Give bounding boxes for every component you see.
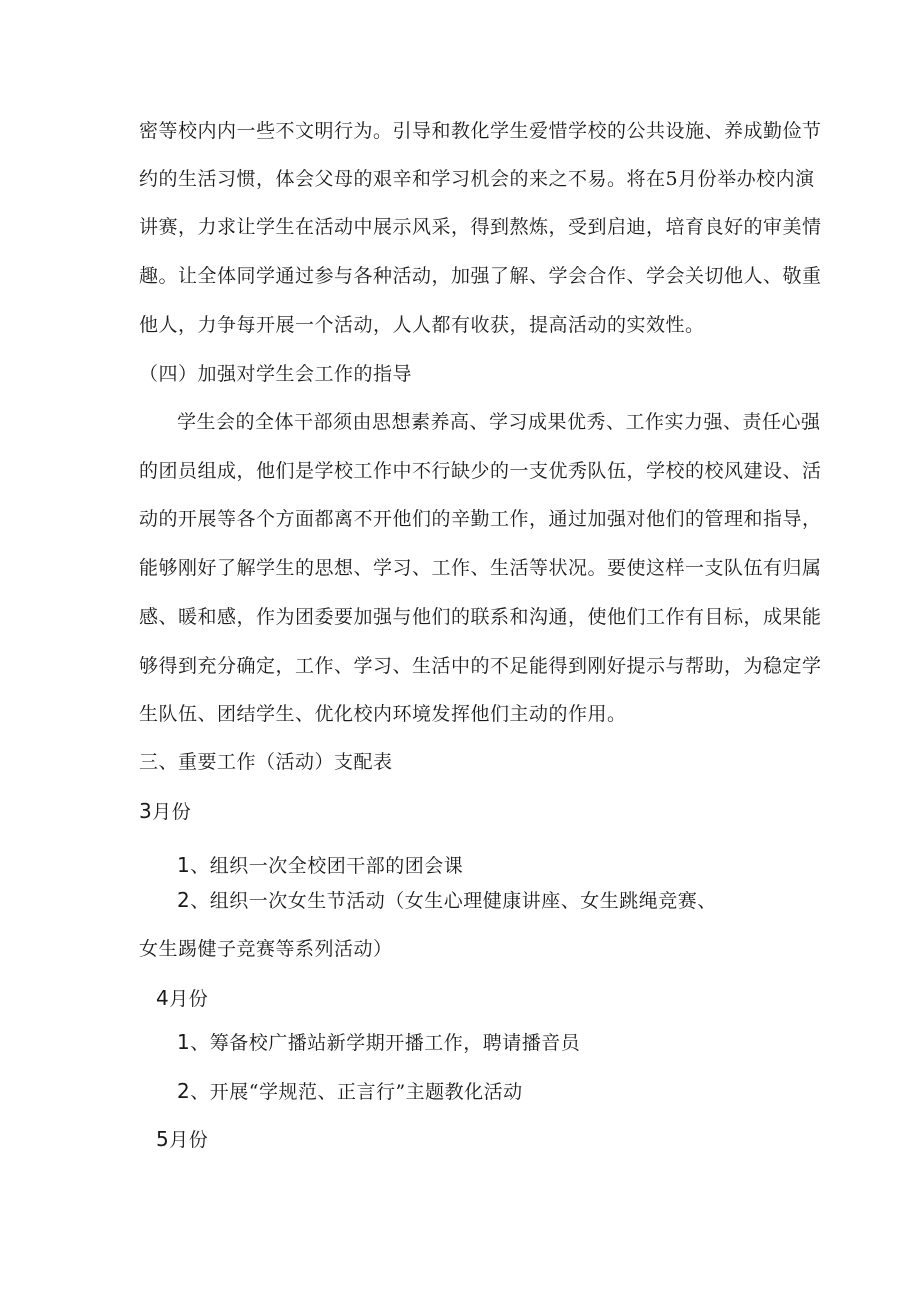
month-label-april bbox=[156, 986, 208, 1011]
item-text: 、组织一次全校团干部的团会课 bbox=[190, 855, 464, 877]
month-text: 月份 bbox=[169, 988, 209, 1010]
paragraph-line: 生队伍、团结学生、优化校内环境发挥他们主动的作用。 bbox=[139, 703, 627, 725]
item-number: 1 bbox=[177, 1030, 191, 1054]
month-label-march bbox=[139, 799, 191, 824]
list-item bbox=[177, 1079, 523, 1104]
section-heading: （四）加强对学生会工作的指导 bbox=[139, 363, 413, 385]
month-text: 月份 bbox=[169, 1129, 209, 1151]
paragraph-line: 能够刚好了解学生的思想、学习、工作、生活等状况。要使这样一支队伍有归属 bbox=[139, 557, 822, 579]
list-item bbox=[177, 888, 717, 913]
paragraph-line: 他人，力争每开展一个活动，人人都有收获，提高活动的实效性。 bbox=[139, 314, 705, 336]
paragraph-line: 趣。让全体同学通过参与各种活动，加强了解、学会合作、学会关切他人、敬重 bbox=[139, 265, 822, 287]
paragraph-line: 动的开展等各个方面都离不开他们的辛勤工作，通过加强对他们的管理和指导， bbox=[139, 508, 822, 530]
item-number: 2 bbox=[177, 888, 191, 912]
paragraph-line: 感、暖和感，作为团委要加强与他们的联系和沟通，使他们工作有目标，成果能 bbox=[139, 606, 822, 628]
paragraph-line: 学生会的全体干部须由思想素养高、学习成果优秀、工作实力强、责任心强 bbox=[177, 411, 821, 433]
list-item bbox=[177, 853, 463, 878]
month-number: 3 bbox=[139, 799, 153, 823]
item-number: 1 bbox=[177, 853, 191, 877]
paragraph-line: 够得到充分确定，工作、学习、生活中的不足能得到刚好提示与帮助，为稳定学 bbox=[139, 655, 822, 677]
list-item-continuation: 女生踢健子竞赛等系列活动） bbox=[139, 938, 393, 960]
list-item bbox=[177, 1030, 580, 1055]
month-label-may bbox=[156, 1127, 208, 1152]
month-number: 4 bbox=[156, 986, 170, 1010]
item-text: 、筹备校广播站新学期开播工作，聘请播音员 bbox=[190, 1032, 581, 1054]
paragraph-line: 约的生活习惯，体会父母的艰辛和学习机会的来之不易。将在5月份举办校内演 bbox=[139, 168, 815, 190]
section-heading: 三、重要工作（活动）支配表 bbox=[139, 751, 393, 773]
paragraph-line: 讲赛，力求让学生在活动中展示风采，得到熬炼，受到启迪，培育良好的审美情 bbox=[139, 216, 822, 238]
paragraph-line: 密等校内内一些不文明行为。引导和教化学生爱惜学校的公共设施、养成勤俭节 bbox=[139, 120, 822, 142]
item-number: 2 bbox=[177, 1079, 191, 1103]
item-text: 、开展“学规范、正言行”主题教化活动 bbox=[190, 1081, 523, 1103]
paragraph-line: 的团员组成，他们是学校工作中不行缺少的一支优秀队伍，学校的校风建设、活 bbox=[139, 460, 822, 482]
month-number: 5 bbox=[156, 1127, 170, 1151]
month-text: 月份 bbox=[152, 801, 192, 823]
item-text: 、组织一次女生节活动（女生心理健康讲座、女生跳绳竞赛、 bbox=[190, 890, 717, 912]
